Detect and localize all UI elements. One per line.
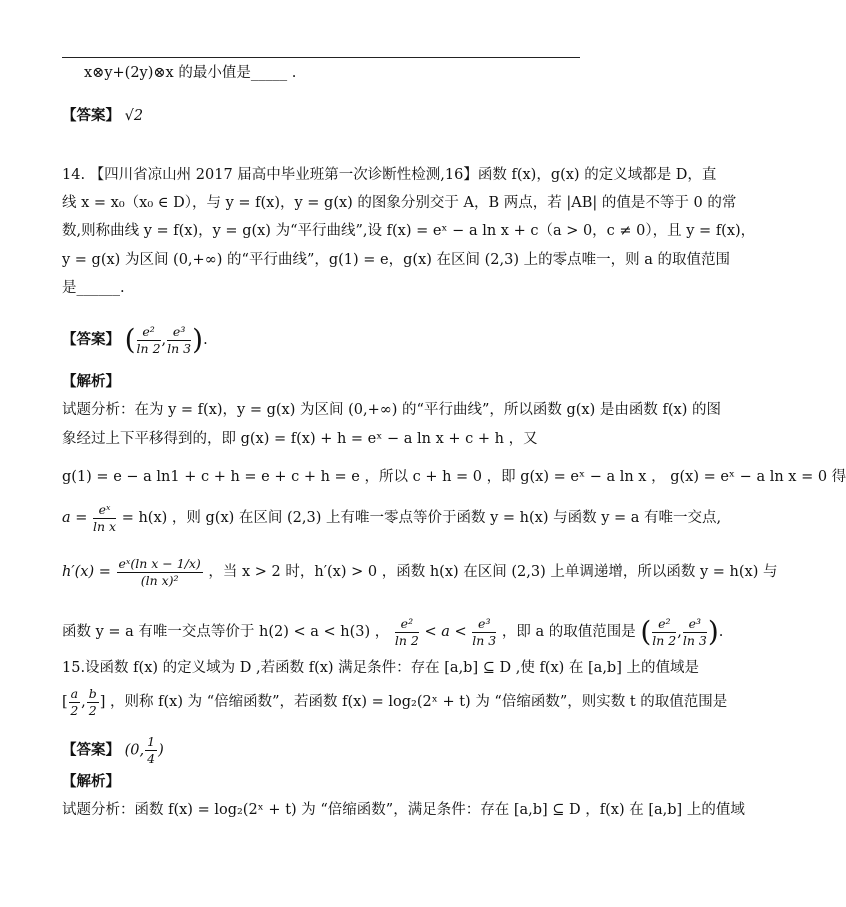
- q14-line-1: 14. 【四川省凉山州 2017 届高中毕业班第一次诊断性检测,16】函数 f(x)，g(x) 的定义域都是 D，直: [62, 167, 717, 183]
- analysis-line-6: 函数 y = a 有唯一交点等价于 h(2) < a < h(3) ， $\frac{\text{e²}}{\ln 2}$ < a < $\frac{\text{e³}}{\ln 3}$ ，即 a 的取值范围是 ( $\frac{\text{e²}}{\ln 2}$ , $\frac{\text{e³}}{\ln 3}$ ).: [62, 615, 724, 648]
- fraction: $\frac{\text{e²}}{\ln 2}$: [136, 323, 161, 356]
- answer-13: [62, 106, 582, 126]
- analysis2-line-1: 试题分析：函数 f(x) = log₂(2ˣ + t) 为 “倍缩函数”，满足条件：存在 [a,b] ⊆ D ，f(x) 在 [a,b] 上的值域: [62, 802, 745, 818]
- fraction: $\frac{\text{e²}}{\ln 2}$: [394, 615, 419, 648]
- answer-label: 【答案】: [62, 741, 120, 759]
- fraction: $\frac{\text{e³}}{\ln 3}$: [167, 323, 192, 356]
- header-rule: [62, 57, 580, 58]
- analysis-line-2: 象经过上下平移得到的，即 g(x) = f(x) + h = eˣ − a ln x + c + h ，又: [62, 431, 538, 447]
- analysis-label: 【解析】: [62, 373, 120, 390]
- fraction: $\frac{\text{eˣ}}{\text{ln x}}$: [93, 501, 117, 534]
- q14-line-4: y = g(x) 为区间 (0,+∞) 的“平行曲线”，g(1) = e，g(x) 在区间 (2,3) 上的零点唯一，则 a 的取值范围: [62, 252, 730, 268]
- q14-line-2: 线 x = x₀（x₀ ∈ D），与 y = f(x)，y = g(x) 的图象分别交于 A，B 两点，若 |AB| 的值是不等于 0 的常: [62, 195, 737, 211]
- fraction: $\frac{1}{4}$: [147, 734, 156, 766]
- analysis-line-5: h′(x) = $\frac{\text{eˣ(ln x − 1/x)}}{\text{(ln x)²}}$ ，当 x > 2 时，h′(x) > 0 ，函数 h(x) 在区间 (2,3) 上单调递增，所以函数 y = h(x) 与: [62, 555, 778, 588]
- analysis-line-1: 试题分析：在为 y = f(x)，y = g(x) 为区间 (0,+∞) 的“平行曲线”，所以函数 g(x) 是由函数 f(x) 的图: [62, 402, 721, 418]
- q14-line-3: 数,则称曲线 y = f(x)，y = g(x) 为“平行曲线”,设 f(x) = eˣ − a ln x + c（a > 0，c ≠ 0），且 y = f(x)，: [62, 223, 756, 239]
- fraction: $\frac{\text{e³}}{\ln 3}$: [472, 615, 497, 648]
- q15-line-2: [ $\frac{a}{2}$ , $\frac{b}{2}$ ] ，则称 f(x) 为 “倍缩函数”，若函数 f(x) = log₂(2ˣ + t) 为 “倍缩函数”，则实数 t 的取值范围是: [62, 685, 728, 718]
- answer-value: √2: [124, 108, 144, 124]
- answer-15: 【答案】 (0, $\frac{1}{4}$ ): [62, 734, 164, 766]
- answer-label: 【答案】: [62, 107, 120, 124]
- analysis-label-2: 【解析】: [62, 773, 120, 790]
- analysis-line-3: g(1) = e − a ln1 + c + h = e + c + h = e ，所以 c + h = 0 ，即 g(x) = eˣ − a ln x ， g(x) = eˣ − a ln x = 0 得: [62, 469, 846, 485]
- q14-line-5: 是______.: [62, 280, 125, 296]
- answer-14: 【答案】 ( $\frac{\text{e²}}{\ln 2}$ , $\frac{\text{e³}}{\ln 3}$ ).: [62, 323, 208, 356]
- answer-label: 【答案】: [62, 331, 120, 348]
- analysis-line-4: a = $\frac{\text{eˣ}}{\text{ln x}}$ = h(x) ，则 g(x) 在区间 (2,3) 上有唯一零点等价于函数 y = h(x) 与函数 y = a 有唯一交点,: [62, 501, 722, 534]
- q13-tail: x⊗y+(2y)⊗x 的最小值是_____ .: [84, 65, 297, 81]
- fraction: $\frac{\text{eˣ(ln x − 1/x)}}{\text{(ln x)²}}$: [118, 555, 201, 588]
- q15-line-1: 15.设函数 f(x) 的定义域为 D ,若函数 f(x) 满足条件：存在 [a,b] ⊆ D ,使 f(x) 在 [a,b] 上的值域是: [62, 660, 699, 676]
